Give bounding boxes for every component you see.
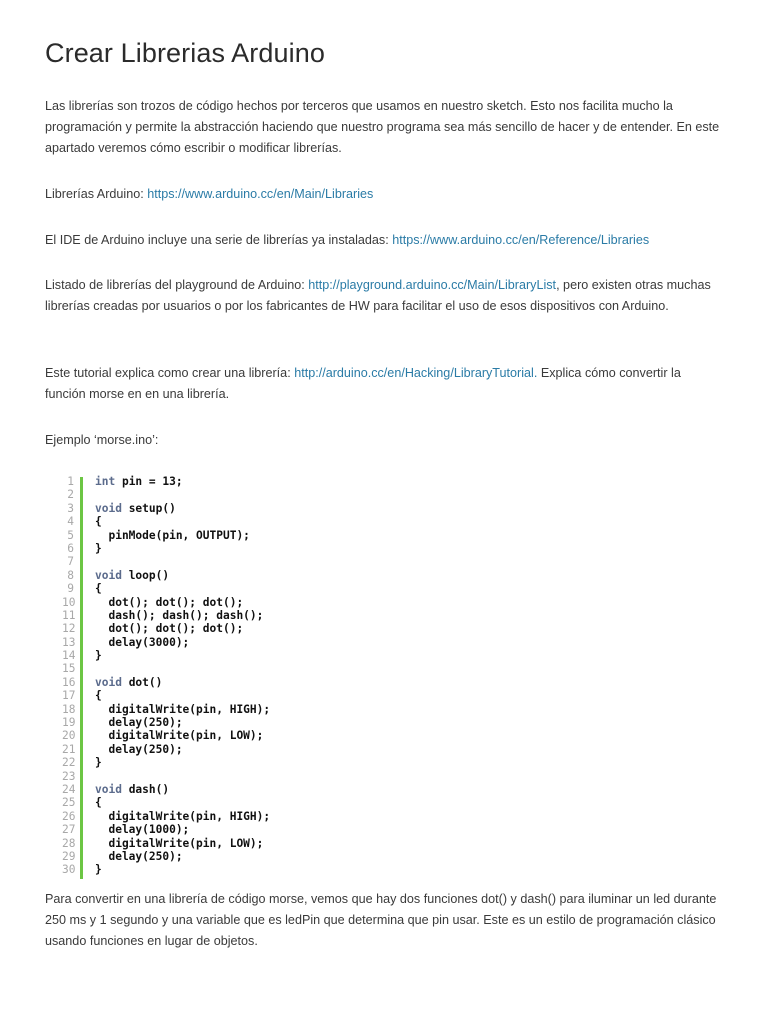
line-number-gutter	[62, 475, 74, 877]
code-line	[95, 662, 270, 675]
line-number: 24	[62, 782, 76, 796]
line-number: 6	[67, 541, 74, 555]
line-number: 30	[62, 863, 76, 877]
reference-libraries-link[interactable]: https://www.arduino.cc/en/Reference/Libraries	[392, 233, 650, 247]
code-line: delay(250);	[95, 849, 183, 863]
code-line: digitalWrite(pin, HIGH);	[95, 809, 271, 823]
line-number: 21	[62, 742, 76, 756]
line-number: 25	[62, 796, 76, 810]
code-line: digitalWrite(pin, LOW);	[95, 729, 264, 743]
line-number: 10	[62, 595, 76, 609]
line-number: 12	[62, 622, 76, 636]
line-number: 11	[62, 608, 76, 622]
line-number: 15	[62, 662, 76, 676]
code-line: void setup()	[95, 501, 176, 515]
line-number: 4	[67, 515, 74, 529]
line-number: 19	[62, 716, 76, 730]
playground-text-before: Listado de librerías del playground de Arduino:	[45, 278, 309, 292]
code-line: void loop()	[95, 568, 170, 582]
tutorial-text-before: Este tutorial explica como crear una librería:	[45, 366, 295, 380]
line-number: 16	[62, 675, 76, 689]
line-number: 5	[67, 528, 74, 542]
line-number: 1	[67, 475, 74, 488]
libraries-link[interactable]: https://www.arduino.cc/en/Main/Libraries	[147, 187, 374, 201]
page-title: Crear Librerias Arduino	[45, 38, 325, 68]
code-line: int pin = 13;	[95, 475, 183, 488]
code-line: }	[95, 756, 102, 770]
code-line: delay(3000);	[95, 635, 190, 649]
code-line	[95, 555, 270, 568]
ide-paragraph	[45, 230, 720, 251]
code-line: {	[95, 796, 102, 810]
libraries-label: Librerías Arduino:	[45, 187, 148, 201]
code-line: delay(1000);	[95, 823, 190, 837]
code-line	[95, 770, 270, 783]
playground-text-after: , pero existen otras muchas librerías creadas por usuarios o por los fabricantes de HW para facilitar el uso de esos dispositivos con Arduino.	[45, 278, 711, 313]
line-number: 9	[67, 582, 74, 596]
line-number: 7	[67, 555, 74, 569]
code-line: {	[95, 582, 102, 596]
code-lines	[95, 475, 270, 877]
code-line: pinMode(pin, OUTPUT);	[95, 528, 250, 542]
tutorial-text-after: Explica cómo convertir la función morse en en una librería.	[45, 366, 681, 401]
code-line	[95, 488, 270, 501]
code-line: dash(); dash(); dash();	[95, 608, 264, 622]
line-number: 13	[62, 635, 76, 649]
playground-paragraph	[45, 275, 720, 317]
code-line: digitalWrite(pin, LOW);	[95, 836, 264, 850]
line-number: 28	[62, 836, 76, 850]
line-number: 23	[62, 769, 76, 783]
code-line: void dash()	[95, 782, 170, 796]
code-line: }	[95, 541, 102, 555]
line-number: 3	[67, 501, 74, 515]
line-number: 18	[62, 702, 76, 716]
tutorial-link[interactable]: http://arduino.cc/en/Hacking/LibraryTutorial.	[294, 366, 538, 380]
code-line: dot(); dot(); dot();	[95, 622, 244, 636]
tutorial-paragraph	[45, 363, 720, 405]
code-line: delay(250);	[95, 742, 183, 756]
code-line: delay(250);	[95, 716, 183, 730]
line-number: 26	[62, 809, 76, 823]
line-number: 8	[67, 568, 74, 582]
line-number: 17	[62, 689, 76, 703]
code-line: void dot()	[95, 675, 163, 689]
playground-link[interactable]: http://playground.arduino.cc/Main/LibraryList	[308, 278, 557, 292]
code-line: digitalWrite(pin, HIGH);	[95, 702, 271, 716]
code-block	[62, 475, 662, 881]
libraries-paragraph	[45, 184, 720, 205]
example-label: Ejemplo ‘morse.ino’:	[45, 433, 159, 447]
code-line: {	[95, 689, 102, 703]
line-number: 14	[62, 649, 76, 663]
line-number: 2	[67, 488, 74, 502]
line-number: 27	[62, 823, 76, 837]
code-line: dot(); dot(); dot();	[95, 595, 244, 609]
intro-paragraph: Las librerías son trozos de código hechos por terceros que usamos en nuestro sketch. Esto nos facilita mucho la programación y permite la abstracción haciendo que nuestro programa sea más sencillo de hacer y de entender. En este apartado veremos cómo escribir o modificar librerías.	[45, 99, 720, 155]
ide-label: El IDE de Arduino incluye una serie de librerías ya instaladas:	[45, 233, 393, 247]
code-gutter-bar	[80, 477, 83, 879]
code-line: }	[95, 649, 102, 663]
outro-paragraph: Para convertir en una librería de código morse, vemos que hay dos funciones dot() y dash() para iluminar un led durante 250 ms y 1 segundo y una variable que es ledPin que determina que pin usar. Este es un estilo de programación clásico usando funciones en lugar de objetos.	[45, 892, 717, 948]
code-line: {	[95, 515, 102, 529]
line-number: 20	[62, 729, 76, 743]
code-line: }	[95, 863, 102, 877]
line-number: 29	[62, 849, 76, 863]
line-number: 22	[62, 756, 76, 770]
